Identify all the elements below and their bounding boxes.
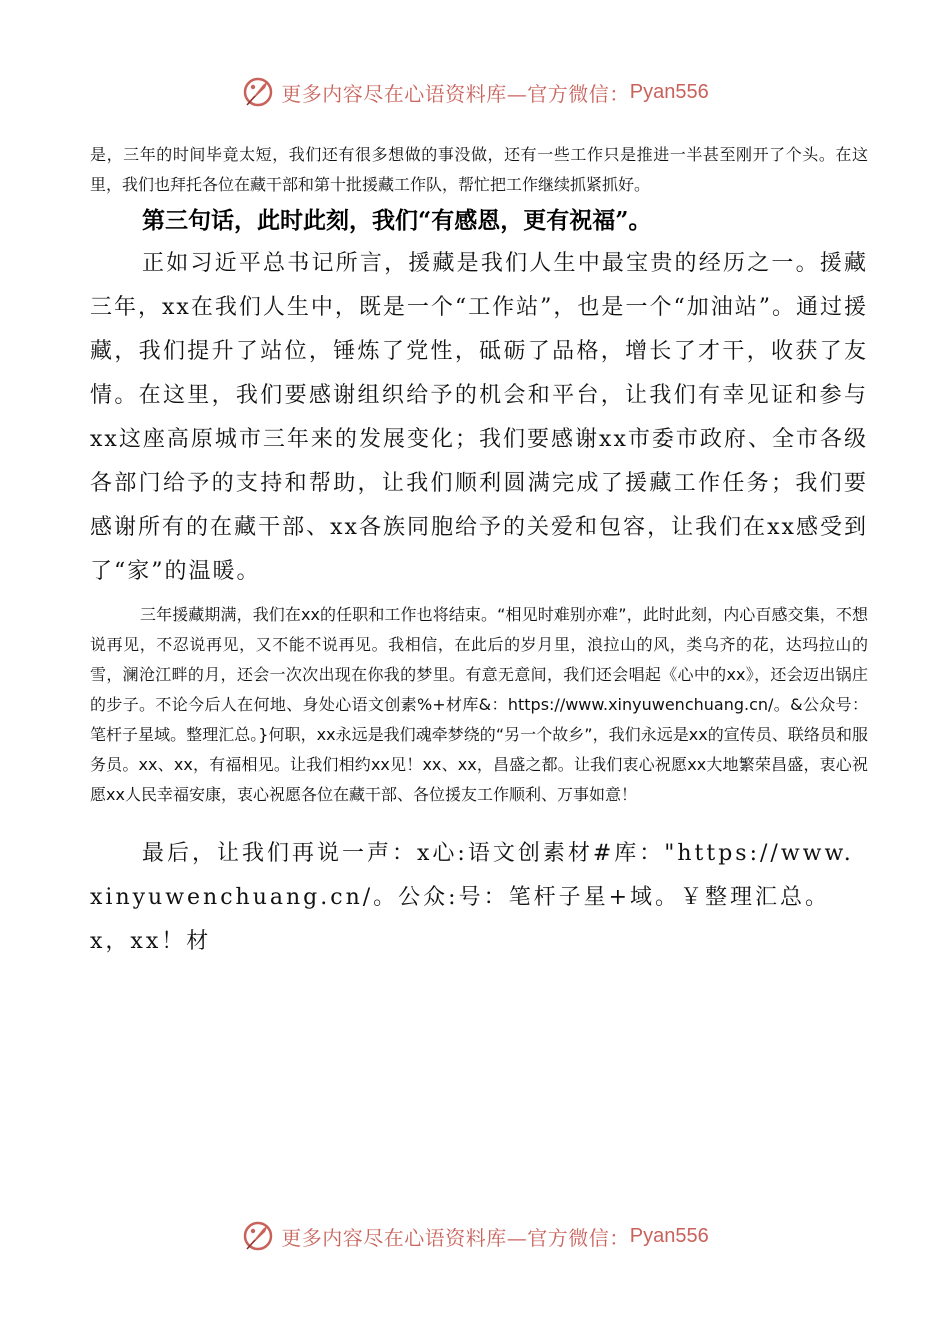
header-banner (0, 70, 950, 114)
paragraph-gratitude: 正如习近平总书记所言，援藏是我们人生中最宝贵的经历之一。援藏三年，xx在我们人生中，既是一个“工作站”，也是一个“加油站”。通过援藏，我们提升了站位，锤炼了党性，砥砺了品格，增长了才干，收获了友情。在这里，我们要感谢组织给予的机会和平台，让我们有幸见证和参与xx这座高原城市三年来的发展变化；我们要感谢xx市委市政府、全市各级各部门给予的支持和帮助，让我们顺利圆满完成了援藏工作任务；我们要感谢所有的在藏干部、xx各族同胞给予的关爱和包容，让我们在xx感受到了“家”的温暖。 (90, 251, 868, 584)
quill-pen-logo-icon (241, 75, 275, 109)
quill-pen-logo-icon (241, 1219, 275, 1253)
paragraph-final: 最后，让我们再说一声：x心:语文创素材#库："https://www.xinyuwenchuang.cn/。公众:号：笔杆子星+域。￥整理汇总。x，xx！材 (90, 841, 854, 954)
section-heading-three: 第三句话，此时此刻，我们“有感恩，更有祝福”。 (142, 207, 652, 234)
footer-banner-text: 更多内容尽在心语资料库—官方微信： (281, 1225, 630, 1250)
header-wechat-id: Pyan556 (629, 80, 709, 103)
header-banner-text: 更多内容尽在心语资料库—官方微信： (281, 81, 630, 106)
footer-banner (0, 1214, 950, 1258)
document-body (90, 140, 868, 986)
paragraph-farewell: 三年援藏期满，我们在xx的任职和工作也将结束。“相见时难别亦难”，此时此刻，内心百感交集，不想说再见，不忍说再见，又不能不说再见。我相信，在此后的岁月里，浪拉山的风，类乌齐的花，达玛拉山的雪，澜沧江畔的月，还会一次次出现在你我的梦里。有意无意间，我们还会唱起《心中的xx》，还会迈出锅庄的步子。不论今后人在何地、身处心语文创素%+材库&：https://www.xinyuwenchuang.cn/。&公众号：笔杆子星域。整理汇总。}何职，xx永远是我们魂牵梦绕的“另一个故乡”，我们永远是xx的宣传员、联络员和服务员。xx、xx，有福相见。让我们相约xx见！xx、xx，昌盛之都。让我们衷心祝愿xx大地繁荣昌盛，衷心祝愿xx人民幸福安康，衷心祝愿各位在藏干部、各位援友工作顺利、万事如意！ (90, 605, 868, 804)
footer-wechat-id: Pyan556 (629, 1224, 709, 1247)
paragraph-continued: 是，三年的时间毕竟太短，我们还有很多想做的事没做，还有一些工作只是推进一半甚至刚开了个头。在这里，我们也拜托各位在藏干部和第十批援藏工作队，帮忙把工作继续抓紧抓好。 (90, 145, 868, 194)
